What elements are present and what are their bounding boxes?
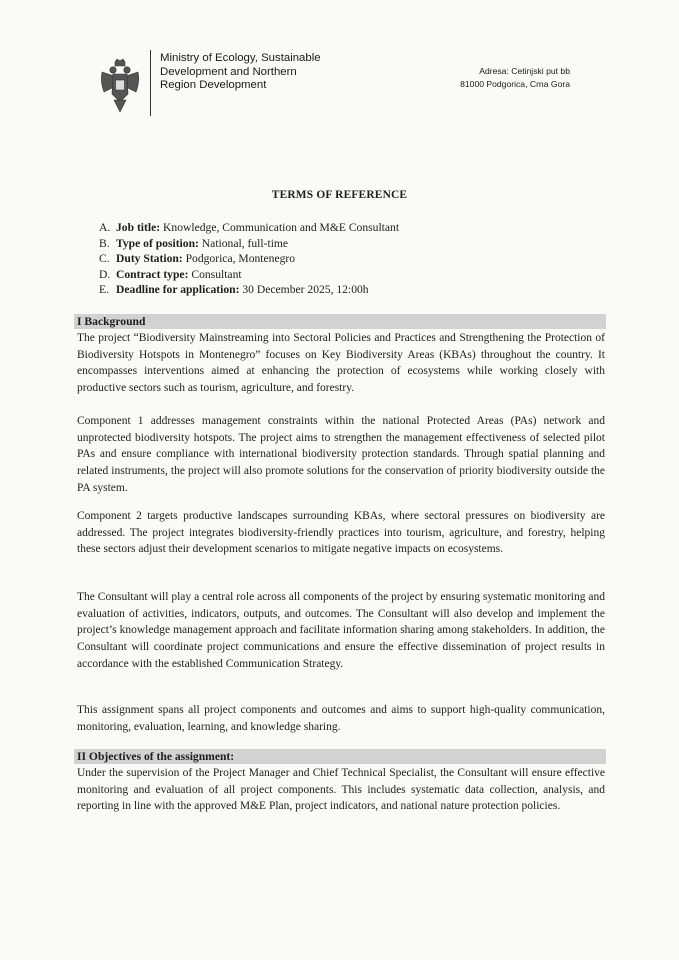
background-paragraph-5: This assignment spans all project components and outcomes and aims to support high-quality communication, monitoring, evaluation, learning, and knowledge sharing.	[77, 704, 605, 733]
objectives-heading: II Objectives of the assignment:	[74, 749, 606, 764]
objectives-paragraph-1: Under the supervision of the Project Manager and Chief Technical Specialist, the Consultant will ensure effective monitoring and evaluation of all project components. This includes systematic data collection, analysis, and reporting in line with the approved M&E Plan, project indicators, and national nature protection policies.	[77, 767, 605, 813]
list-item: E. Deadline for application: 30 December 2025, 12:00h	[99, 283, 369, 297]
document-title: TERMS OF REFERENCE	[271, 189, 408, 201]
ministry-name: Ministry of Ecology, Sustainable Development and Northern Region Development	[160, 52, 321, 92]
position-details-list	[99, 220, 519, 298]
background-paragraph-4: The Consultant will play a central role across all components of the project by ensuring systematic monitoring and evaluation of activities, indicators, outputs, and outcomes. The Consultant will also develop and implement the project’s knowledge management approach and facilitate information sharing among stakeholders. In addition, the Consultant will coordinate project communications and ensure the effective dissemination of project results in accordance with the established Communication Strategy.	[77, 591, 605, 670]
background-heading: I Background	[74, 314, 606, 329]
ministry-address: Adresa: Cetinjski put bb 81000 Podgorica, Crna Gora	[460, 66, 570, 89]
coat-of-arms-icon	[98, 58, 142, 114]
list-item: A. Job title: Knowledge, Communication and M&E Consultant	[99, 221, 400, 234]
list-item: C. Duty Station: Podgorica, Montenegro	[99, 252, 296, 266]
background-paragraph-3: Component 2 targets productive landscapes surrounding KBAs, where sectoral pressures on biodiversity are addressed. The project integrates biodiversity-friendly practices into tourism, agriculture, and forestry, helping these sectors adjust their development scenarios to mitigate negative impacts on ecosystems.	[77, 510, 605, 556]
list-item: B. Type of position: National, full-time	[99, 236, 289, 250]
background-paragraph-2: Component 1 addresses management constraints within the national Protected Areas (PAs) network and unprotected biodiversity hotspots. The project aims to strengthen the management effectiveness of selected pilot PAs and ensure compliance with international biodiversity protection standards. Through spatial planning and related instruments, the project will also promote solutions for the conservation of priority biodiversity outside the PA system.	[77, 415, 605, 494]
letterhead-divider	[150, 50, 151, 116]
list-item: D. Contract type: Consultant	[99, 267, 242, 281]
background-paragraph-1: The project “Biodiversity Mainstreaming into Sectoral Policies and Practices and Strengthening the Protection of Biodiversity Hotspots in Montenegro” focuses on Key Biodiversity Areas (KBAs) throughout the country. It encompasses interventions aimed at enhancing the protection of ecosystems while working closely with productive sectors such as tourism, agriculture, and forestry.	[77, 332, 605, 395]
